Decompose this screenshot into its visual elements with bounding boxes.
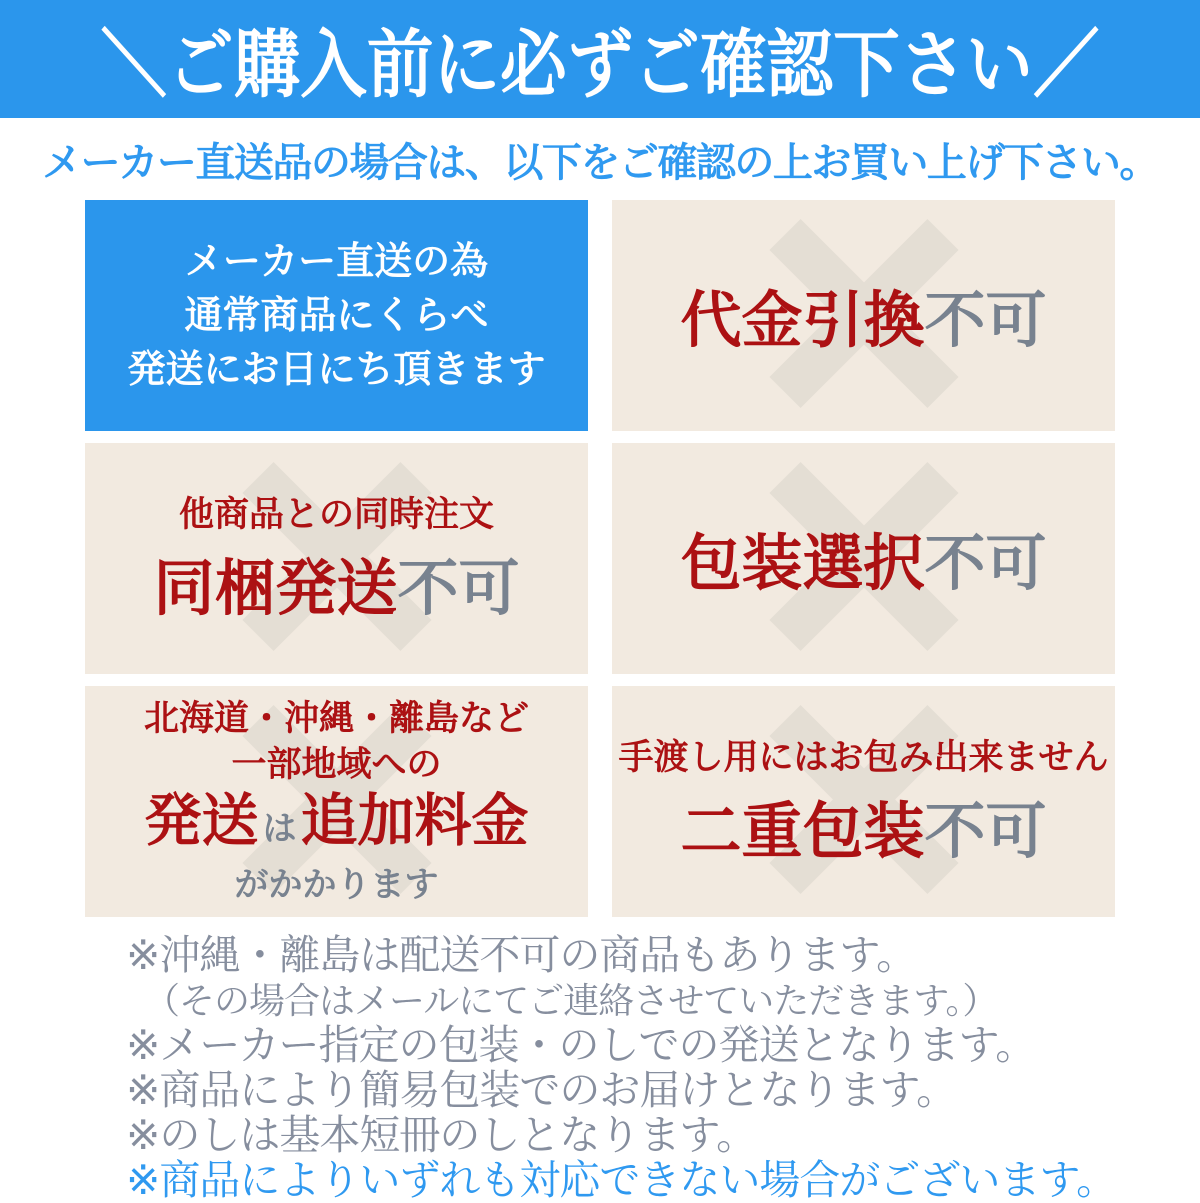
card-direct-shipping xyxy=(85,200,588,431)
subtitle-text: メーカー直送品の場合は、以下をご確認の上お買い上げ下さい。 xyxy=(42,140,1158,185)
cod-unavailable-label: 不可 xyxy=(924,286,1047,354)
card-wrapping-unavailable xyxy=(612,443,1115,674)
bundle-subtext: 他商品との同時注文 xyxy=(178,495,494,534)
wrapping-unavailable-label: 不可 xyxy=(924,529,1047,597)
double-wrap-unavailable-label: 不可 xyxy=(924,797,1047,865)
card-cod-unavailable xyxy=(612,200,1115,431)
cod-label: 代金引換 xyxy=(680,286,925,354)
card-wrapping-text xyxy=(680,515,1046,602)
remote-shipping-label: 発送 xyxy=(144,788,259,853)
card-double-wrap-unavailable xyxy=(612,686,1115,917)
note-maker-wrapping: ※メーカー指定の包装・のしでの発送となります。 xyxy=(126,1022,1036,1068)
remote-area-line-1: 北海道・沖縄・離島など xyxy=(143,698,529,738)
wrapping-label: 包装選択 xyxy=(680,529,925,597)
bundle-label: 同梱発送 xyxy=(153,554,398,622)
direct-line-3: 発送にお日にち頂きます xyxy=(127,348,546,391)
header-banner xyxy=(0,0,1200,118)
right-slash-decoration: ／ xyxy=(1032,23,1100,106)
left-slash-decoration: ＼ xyxy=(100,23,168,106)
subtitle-row xyxy=(0,118,1200,200)
card-remote-area-text xyxy=(144,696,529,908)
double-wrap-label: 二重包装 xyxy=(680,797,925,865)
card-bundle-text xyxy=(153,490,519,627)
page-title-text: ご購入前に必ずご確認下さい xyxy=(167,23,1033,106)
card-double-wrap-text xyxy=(618,733,1108,870)
page-title xyxy=(101,6,1100,112)
notice-grid xyxy=(85,200,1115,917)
note-okinawa-remote: ※沖縄・離島は配送不可の商品もあります。 xyxy=(126,932,917,978)
note-not-supported: ※商品によりいずれも対応できない場合がございます。 xyxy=(126,1157,1117,1203)
remote-particle-label: は xyxy=(262,809,297,848)
card-direct-shipping-text xyxy=(127,235,545,397)
remote-area-tail: がかかります xyxy=(234,865,439,904)
double-wrap-subtext: 手渡し用にはお包み出来ません xyxy=(618,738,1109,777)
direct-line-2: 通常商品にくらべ xyxy=(184,294,489,337)
bundle-unavailable-label: 不可 xyxy=(397,554,520,622)
remote-area-line-2: 一部地域への xyxy=(231,744,442,784)
notes-list xyxy=(0,917,1200,1203)
direct-line-1: メーカー直送の為 xyxy=(184,240,489,283)
note-noshi-tanzaku: ※のしは基本短冊のしとなります。 xyxy=(126,1112,757,1158)
note-email-contact: （その場合はメールにてご連絡させていただきます。） xyxy=(144,980,998,1021)
card-cod-text xyxy=(680,272,1046,359)
note-simple-packaging: ※商品により簡易包装でのお届けとなります。 xyxy=(126,1067,957,1113)
card-bundle-unavailable xyxy=(85,443,588,674)
card-remote-area-fee xyxy=(85,686,588,917)
remote-extra-fee-label: 追加料金 xyxy=(300,788,529,853)
